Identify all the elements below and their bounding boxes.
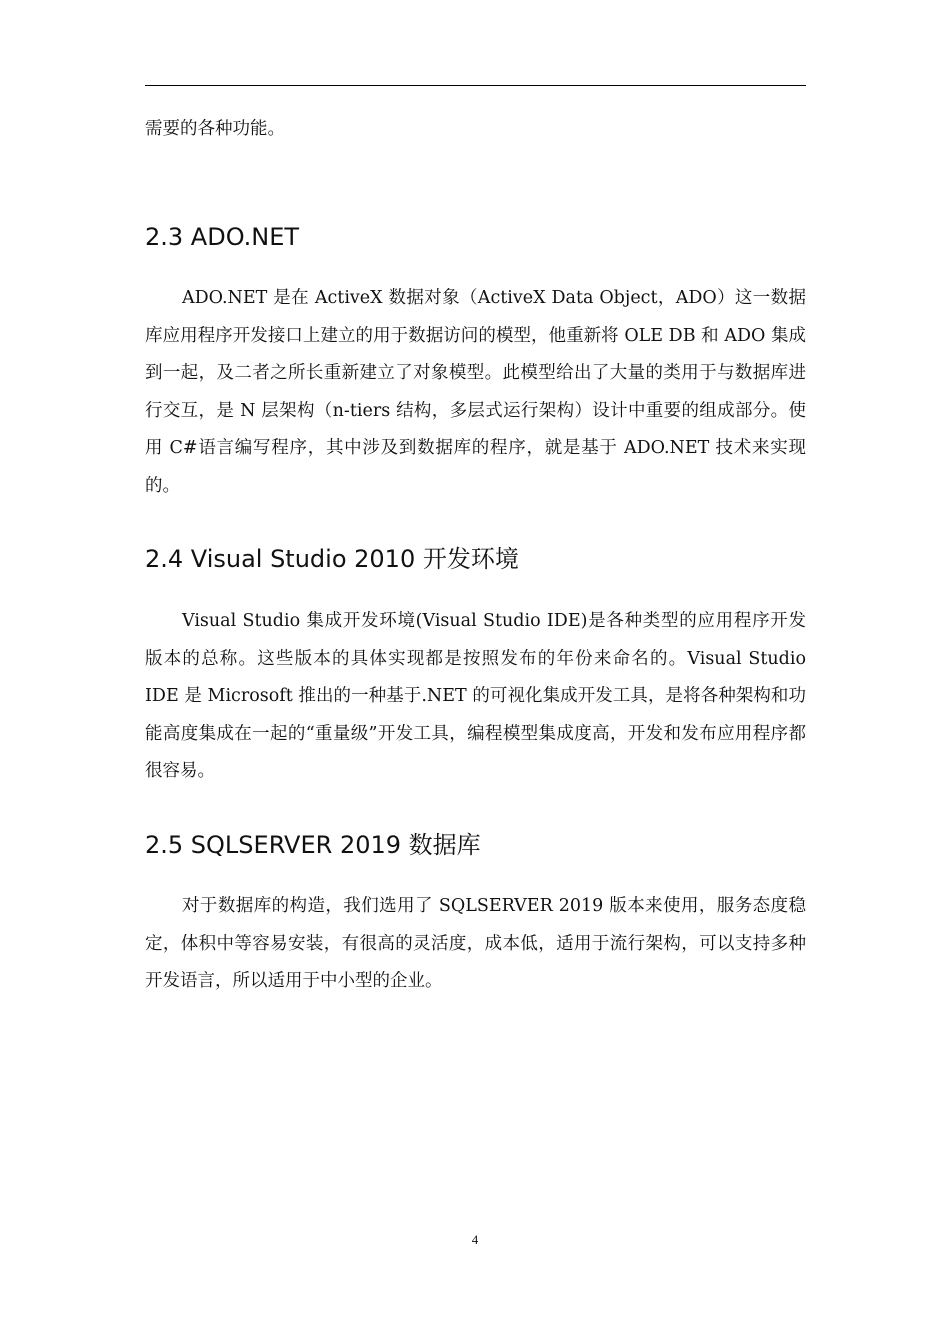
section-paragraph-sqlserver: 对于数据库的构造，我们选用了 SQLSERVER 2019 版本来使用，服务态度稳定，体积中等容易安装，有很高的灵活度，成本低，适用于流行架构，可以支持多种开发语言，所以适用于中小型的企业。 (145, 896, 806, 991)
section-paragraph-ado-net: ADO.NET 是在 ActiveX 数据对象（ActiveX Data Object，ADO）这一数据库应用程序开发接口上建立的用于数据访问的模型，他重新将 OLE DB 和 ADO 集成到一起，及二者之所长重新建立了对象模型。此模型给出了大量的类用于与数据库进行交互，是 N 层架构（n-tiers 结构，多层式运行架构）设计中重要的组成部分。使用 C#语言编写程序，其中涉及到数据库的程序，就是基于 ADO.NET 技术来实现的。 (145, 288, 806, 496)
page-number: 4 (471, 1232, 479, 1247)
section-paragraph-visual-studio: Visual Studio 集成开发环境(Visual Studio IDE)是各种类型的应用程序开发版本的总称。这些版本的具体实现都是按照发布的年份来命名的。Visual Studio IDE 是 Microsoft 推出的一种基于.NET 的可视化集成开发工具，是将各种架构和功能高度集成在一起的“重量级”开发工具，编程模型集成度高，开发和发布应用程序都很容易。 (145, 611, 806, 781)
section-heading-visual-studio: 2.4 Visual Studio 2010 开发环境 (145, 545, 519, 573)
header-rule (145, 85, 806, 86)
continuation-paragraph: 需要的各种功能。 (145, 119, 285, 139)
section-heading-sqlserver: 2.5 SQLSERVER 2019 数据库 (145, 831, 481, 859)
section-heading-ado-net: 2.3 ADO.NET (145, 223, 300, 251)
